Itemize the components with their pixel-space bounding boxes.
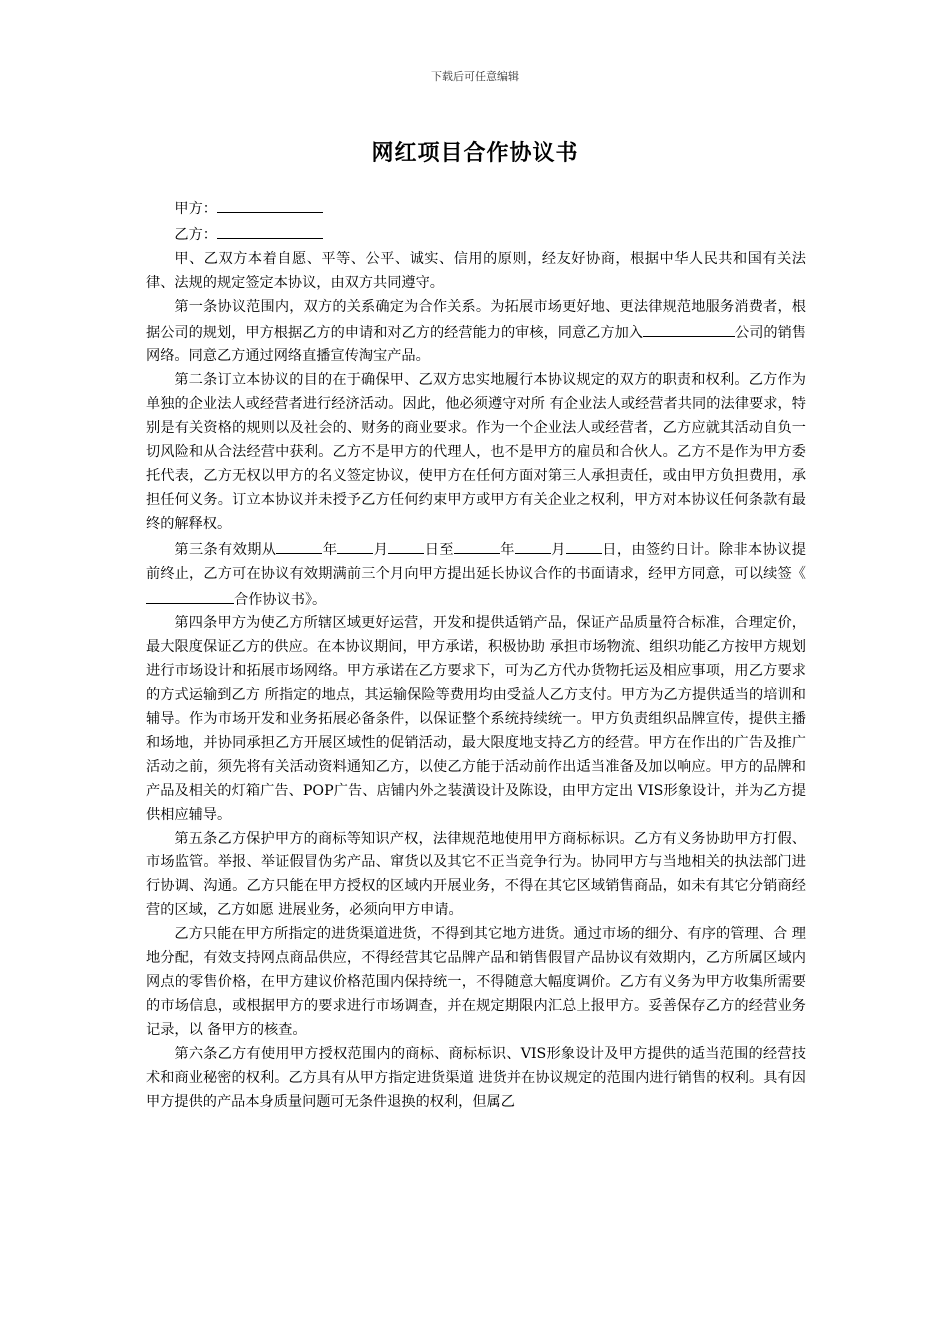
document-title: 网红项目合作协议书 — [371, 141, 579, 166]
end-year-unit: 年 — [499, 541, 515, 558]
article-3-to-text: 日至 — [424, 541, 454, 558]
start-day-blank — [388, 537, 424, 554]
start-month-blank — [337, 537, 373, 554]
article-1-paragraph — [146, 296, 806, 370]
article-3-paragraph — [146, 537, 806, 613]
article-2-paragraph: 第二条订立本协议的目的在于确保甲、乙双方忠实地履行本协议规定的双方的职责和权利。乙方作为单独的企业法人或经营者进行经济活动。因此，他必须遵守对所 有企业法人或经营者共同的法律要求，特别是有关资格的规则以及社会的、财务的商业要求。作为一个企业法人或经营者，乙方应就其活动自负一切风险和从合法经营中获利。乙方不是甲方的代理人，也不是甲方的雇员和合伙人。乙方不是作为甲方委托代表，乙方无权以甲方的名义签定协议，使甲方在任何方面对第三人承担责任，或由甲方负担费用，承担任何义务。订立本协议并未授予乙方任何约束甲方或甲方有关企业之权利，甲方对本协议任何条款有最终的解释权。 — [146, 372, 806, 532]
end-year-blank — [454, 537, 500, 554]
start-month-unit: 月 — [373, 541, 389, 558]
start-year-unit: 年 — [322, 541, 338, 558]
article-5-continuation-paragraph: 乙方只能在甲方所指定的进货渠道进货，不得到其它地方进货。通过市场的细分、有序的管理、合 理地分配，有效支持网点商品供应，不得经营其它品牌产品和销售假冒产品协议有效期内，乙方所属区域内网点的零售价格，在甲方建议价格范围内保持统一，不得随意大幅度调价。乙方有义务为甲方收集所需要的市场信息，或根据甲方的要求进行市场调查，并在规定期限内汇总上报甲方。妥善保存乙方的经营业务记录，以 备甲方的核查。 — [146, 926, 806, 1038]
page-header-note: 下载后可任意编辑 — [431, 70, 519, 83]
party-b-label: 乙方： — [174, 226, 217, 243]
article-1-text-a: 第一条协议范围内，双方的关系确定为合作关系。为拓展市场更好地、更法律规范地服务消费者，根据公司的规划，甲方根据乙方的申请和对乙方的经营能力的审核，同意乙方加入 — [146, 298, 806, 341]
preamble-paragraph: 甲、乙双方本着自愿、平等、公平、诚实、信用的原则，经友好协商，根据中华人民共和国有关法律、法规的规定签定本协议，由双方共同遵守。 — [146, 250, 806, 291]
start-year-blank — [276, 537, 322, 554]
end-month-unit: 月 — [550, 541, 566, 558]
article-3-text-end: 日，由签约日计。除非本协议提前终止，乙方可在协议有效期满前三个月向甲方提出延长协议合作的书面请求，经甲方同意，可以续签《 — [146, 541, 806, 582]
article-4-paragraph: 第四条甲方为使乙方所辖区域更好运营，开发和提供适销产品，保证产品质量符合标准，合理定价，最大限度保证乙方的供应。在本协议期间，甲方承诺，积极协助 承担市场物流、组织功能乙方按甲方规划进行市场设计和拓展市场网络。甲方承诺在乙方要求下，可为乙方代办货物托运及相应事项，用乙方要求的方式运输到乙方 所指定的地点，其运输保险等费用均由受益人乙方支付。甲方为乙方提供适当的培训和辅导。作为市场开发和业务拓展必备条件，以保证整个系统持续统一。甲方负责组织品牌宣传，提供主播和场地，并协同承担乙方开展区域性的促销活动，最大限度地支持乙方的经营。甲方在作出的广告及推广活动之前，须先将有关活动资料通知乙方，以使乙方能于活动前作出适当准备及加以响应。甲方的品牌和产品及相关的灯箱广告、POP广告、店铺内外之装潢设计及陈设，由甲方定出 VIS形象设计，并为乙方提供相应辅导。 — [146, 615, 806, 823]
contract-name-blank — [146, 587, 234, 604]
end-month-blank — [515, 537, 551, 554]
party-a-line — [146, 196, 806, 222]
end-day-blank — [566, 537, 602, 554]
article-6-paragraph: 第六条乙方有使用甲方授权范围内的商标、商标标识、VIS形象设计及甲方提供的适当范围的经营技术和商业秘密的权利。乙方具有从甲方指定进货渠道 进货并在协议规定的范围内进行销售的权利。具有因甲方提供的产品本身质量问题可无条件退换的权利，但属乙 — [146, 1045, 806, 1110]
party-a-label: 甲方： — [174, 201, 217, 217]
company-name-blank — [643, 320, 735, 337]
party-b-blank — [217, 222, 323, 239]
party-b-line — [146, 222, 806, 248]
party-a-blank — [217, 196, 323, 213]
article-3-tail: 合作协议书》。 — [234, 591, 327, 608]
article-5-paragraph: 第五条乙方保护甲方的商标等知识产权，法律规范地使用甲方商标标识。乙方有义务协助甲方打假、市场监管。举报、举证假冒伪劣产品、窜货以及其它不正当竞争行为。协同甲方与当地相关的执法部门进行协调、沟通。乙方只能在甲方授权的区域内开展业务，不得在其它区域销售商品，如未有其它分销商经营的区域，乙方如愿 进展业务，必须向甲方申请。 — [146, 830, 806, 919]
article-1-text-b: 公司的销售网络。同意乙方通过网络直播宣传淘宝产品。 — [146, 324, 806, 365]
document-body — [146, 196, 806, 1114]
article-3-text-a: 第三条有效期从 — [174, 541, 277, 558]
